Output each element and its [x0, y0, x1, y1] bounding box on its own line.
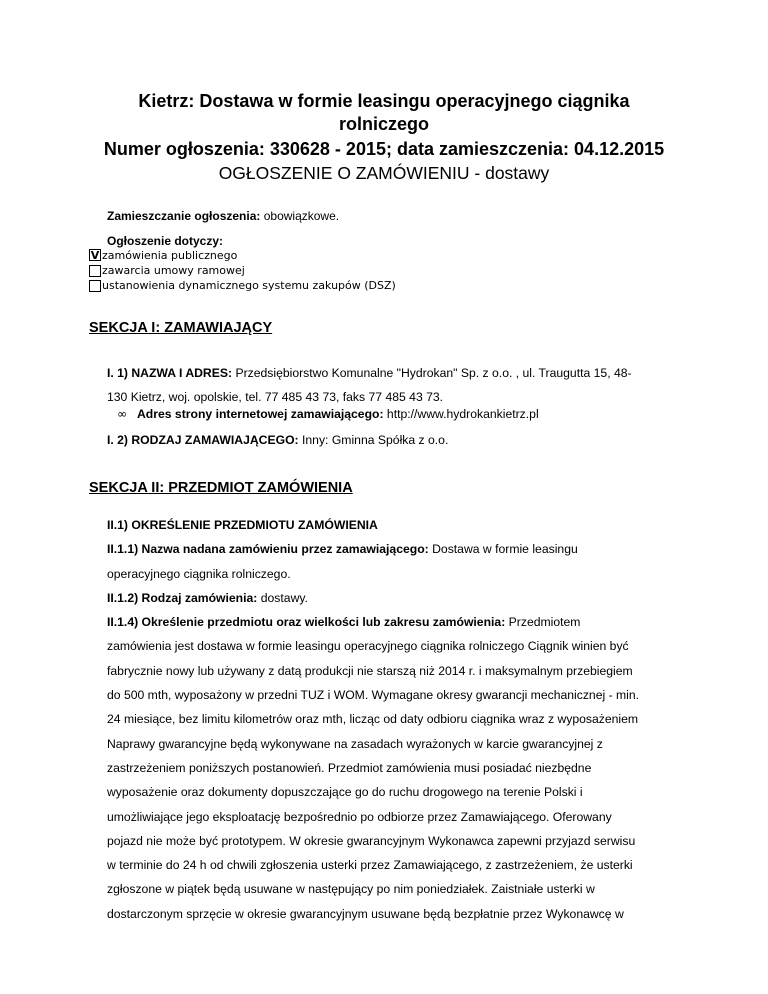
bullet-icon: ∞	[117, 407, 128, 421]
description-line: umożliwiające jego eksploatację bezpośrednio po odbiorze przez Zamawiającego. Oferowany	[107, 809, 612, 824]
section-2-body	[107, 513, 673, 926]
concerns-label: Ogłoszenie dotyczy:	[107, 234, 224, 248]
title-line-1: Kietrz: Dostawa w formie leasingu operacyjnego ciągnika	[138, 91, 630, 111]
description-line: do 500 mth, wyposażony w przedni TUZ i WOM. Wymagane okresy gwarancji mechanicznej - min.	[107, 688, 640, 703]
publication-label: Zamieszczanie ogłoszenia:	[107, 209, 261, 223]
description-line: Przedmiotem	[508, 615, 581, 630]
description-line: 24 miesiące, bez limitu kilometrów oraz mth, licząc od daty odbioru ciągnika wraz z wyposażeniem	[107, 712, 639, 727]
contract-description-label: II.1.4) Określenie przedmiotu oraz wielkości lub zakresu zamówienia:	[107, 615, 506, 630]
publication-line	[107, 209, 339, 223]
contract-name-value: Dostawa w formie leasingu	[432, 542, 578, 557]
title-line-2: rolniczego	[338, 114, 429, 134]
contract-kind-value: dostawy.	[260, 590, 308, 605]
website-label: Adres strony internetowej zamawiającego:	[137, 407, 384, 421]
section-1-heading: SEKCJA I: ZAMAWIAJĄCY	[89, 320, 273, 336]
title-notice-type: OGŁOSZENIE O ZAMÓWIENIU - dostawy	[218, 163, 550, 183]
option-label: zamówienia publicznego	[102, 249, 238, 262]
checkbox-frame	[89, 249, 101, 261]
subsection-heading: II.1) OKREŚLENIE PRZEDMIOTU ZAMÓWIENIA	[107, 518, 378, 532]
section-2-heading: SEKCJA II: PRZEDMIOT ZAMÓWIENIA	[89, 480, 353, 496]
name-address-label: I. 1) NAZWA I ADRES:	[107, 366, 233, 380]
document-title	[60, 90, 708, 185]
section-1-type	[107, 428, 673, 452]
title-announcement-number: Numer ogłoszenia: 330628 - 2015; data zamieszczenia: 04.12.2015	[103, 139, 665, 159]
publication-value: obowiązkowe.	[263, 209, 340, 223]
name-address-line-1: Przedsiębiorstwo Komunalne "Hydrokan" Sp. z o.o. , ul. Traugutta 15, 48-	[235, 366, 632, 380]
type-value: Inny: Gminna Spółka z o.o.	[302, 433, 449, 447]
description-line: fabrycznie nowy lub używany z datą produkcji nie starszą niż 2014 r. i maksymalnym przebiegiem	[107, 663, 633, 678]
option-public-contract	[89, 248, 396, 263]
checkbox-empty	[89, 280, 101, 292]
description-line: w terminie do 24 h od chwili zgłoszenia usterki przez Zamawiającego, z zastrzeżeniem, że usterki	[107, 858, 633, 873]
website-item	[117, 407, 539, 421]
contract-name-label: II.1.1) Nazwa nadana zamówieniu przez zamawiającego:	[107, 542, 429, 557]
option-framework-agreement	[89, 263, 396, 278]
name-address-line-2: 130 Kietrz, woj. opolskie, tel. 77 485 43 73, faks 77 485 43 73.	[107, 390, 444, 405]
option-dps	[89, 278, 396, 293]
checkbox-empty	[89, 265, 101, 277]
description-line: zastrzeżeniem poniższych postanowień. Przedmiot zamówienia musi posiadać niezbędne	[107, 760, 592, 775]
description-line: zamówienia jest dostawa w formie leasingu operacyjnego ciągnika rolniczego Ciągnik winien być	[107, 639, 629, 654]
contract-kind-label: II.1.2) Rodzaj zamówienia:	[107, 590, 258, 605]
type-label: I. 2) RODZAJ ZAMAWIAJĄCEGO:	[107, 433, 299, 447]
description-line: dostarczonym sprzęcie w okresie gwarancyjnym usuwane będą bezpłatnie przez Wykonawcę w	[107, 906, 624, 921]
description-line: wyposażenie oraz dokumenty dopuszczające go do ruchu drogowego na terenie Polski i	[107, 785, 583, 800]
description-line: Naprawy gwarancyjne będą wykonywane na zasadach wyrażonych w karcie gwarancyjnej z	[107, 736, 603, 751]
section-1-address	[107, 361, 673, 410]
option-label: zawarcia umowy ramowej	[102, 264, 245, 277]
description-line: zgłoszone w piątek będą usuwane w następujący po nim poniedziałek. Zaistniałe usterki w	[107, 882, 595, 897]
website-link[interactable]: http://www.hydrokankietrz.pl	[386, 407, 539, 421]
option-label: ustanowienia dynamicznego systemu zakupów (DSZ)	[102, 279, 396, 292]
contract-name-value-2: operacyjnego ciągnika rolniczego.	[107, 566, 291, 581]
checkbox-checked: V	[90, 248, 100, 262]
concerns-options	[89, 248, 396, 293]
description-line: pojazd nie może być prototypem. W okresie gwarancyjnym Wykonawca zapewni przyjazd serwisu	[107, 833, 636, 848]
